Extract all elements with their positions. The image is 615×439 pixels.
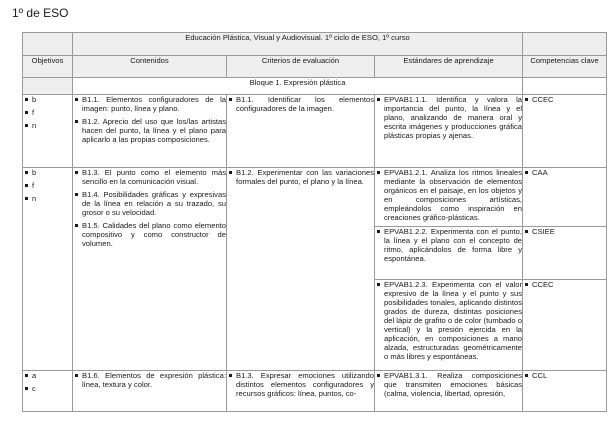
objetivo-item: n <box>23 121 72 130</box>
table-title: Educación Plástica, Visual y Audiovisual. 1º ciclo de ESO, 1º curso <box>73 33 523 56</box>
table-row <box>23 371 607 412</box>
objetivos-cell <box>23 168 73 371</box>
header-competencias: Competencias clave <box>523 56 607 78</box>
page-title: 1º de ESO <box>12 6 69 20</box>
objetivos-cell <box>23 371 73 412</box>
criterios-cell <box>227 95 375 168</box>
estandar-cell <box>375 280 523 371</box>
criterios-cell <box>227 168 375 371</box>
competencia-cell <box>523 168 607 227</box>
table-row <box>23 168 607 227</box>
estandar-text: EPVAB1.2.2. Experimenta con el punto, la línea y el plano con el concepto de ritmo, aplicándolos de forma libre y espontánea. <box>375 227 522 263</box>
competencia-item: CCL <box>523 371 606 380</box>
criterio-item: B1.1. Identificar los elementos configuradores de la imagen. <box>227 95 374 113</box>
criterio-item: B1.2. Experimentar con las variaciones formales del punto, el plano y la línea. <box>227 168 374 186</box>
competencia-item: CCEC <box>523 280 606 289</box>
block-blank-left <box>23 78 73 95</box>
contenido-item: B1.2. Aprecio del uso que los/las artistas hacen del punto, la línea y el plano para aplicarlo a las propias composiciones. <box>73 117 226 144</box>
contenidos-cell <box>73 168 227 371</box>
curriculum-table <box>22 32 607 412</box>
contenido-item: B1.6. Elementos de expresión plástica: línea, textura y color. <box>73 371 226 389</box>
criterio-item: B1.3. Expresar emociones utilizando distintos elementos configuradores y recursos gráficos: línea, puntos, co- <box>227 371 374 398</box>
estandar-cell <box>375 168 523 227</box>
objetivo-item: n <box>23 194 72 203</box>
competencia-item: CCEC <box>523 95 606 104</box>
estandar-cell <box>375 371 523 412</box>
contenido-item: B1.4. Posibilidades gráficas y expresivas de la línea en relación a su trazado, su grosor o su velocidad. <box>73 190 226 217</box>
header-blank-left <box>23 33 73 56</box>
objetivo-item: b <box>23 95 72 104</box>
competencia-cell <box>523 280 607 371</box>
estandar-text: EPVAB1.3.1. Realiza composiciones que transmiten emociones básicas (calma, violencia, libertad, opresión, <box>375 371 522 398</box>
competencia-cell <box>523 371 607 412</box>
objetivo-item: f <box>23 181 72 190</box>
objetivo-item: c <box>23 384 72 393</box>
objetivos-cell <box>23 95 73 168</box>
competencia-item: CSIEE <box>523 227 606 236</box>
objetivo-item: f <box>23 108 72 117</box>
estandar-text: EPVAB1.2.1. Analiza los ritmos lineales mediante la observación de elementos orgánicos en el paisaje, en los objetos y en composiciones artísticas, empleándolos como inspiración en creaciones gráfico-plásticas. <box>375 168 522 222</box>
contenido-item: B1.3. El punto como el elemento más sencillo en la comunicación visual. <box>73 168 226 186</box>
competencia-cell <box>523 95 607 168</box>
block-title: Bloque 1. Expresión plástica <box>73 78 523 95</box>
contenidos-cell <box>73 95 227 168</box>
competencia-cell <box>523 227 607 280</box>
header-estandares: Estándares de aprendizaje <box>375 56 523 78</box>
contenido-item: B1.5. Calidades del plano como elemento compositivo y como constructor de volumen. <box>73 221 226 248</box>
estandar-cell <box>375 95 523 168</box>
header-blank-right <box>523 33 607 56</box>
header-contenidos: Contenidos <box>73 56 227 78</box>
estandar-text: EPVAB1.2.3. Experimenta con el valor expresivo de la línea y el punto y sus posibilidades tonales, aplicando distintos grados de dureza, distintas posiciones del lápiz de grafito o de color (tumbado o vertical) y la presión ejercida en la aplicación, en composiciones a mano alzada, estructuradas geométricamente o más libres y espontáneas. <box>375 280 522 361</box>
objetivo-item: b <box>23 168 72 177</box>
contenido-item: B1.1. Elementos configuradores de la imagen: punto, línea y plano. <box>73 95 226 113</box>
estandar-text: EPVAB1.1.1. Identifica y valora la importancia del punto, la línea y el plano, analizando de manera oral y escrita imágenes y producciones gráfica plásticas propias y ajenas. <box>375 95 522 140</box>
block-blank-right <box>523 78 607 95</box>
competencia-item: CAA <box>523 168 606 177</box>
header-objetivos: Objetivos <box>23 56 73 78</box>
estandar-cell <box>375 227 523 280</box>
table-row <box>23 95 607 168</box>
criterios-cell <box>227 371 375 412</box>
contenidos-cell <box>73 371 227 412</box>
objetivo-item: a <box>23 371 72 380</box>
header-criterios: Criterios de evaluación <box>227 56 375 78</box>
